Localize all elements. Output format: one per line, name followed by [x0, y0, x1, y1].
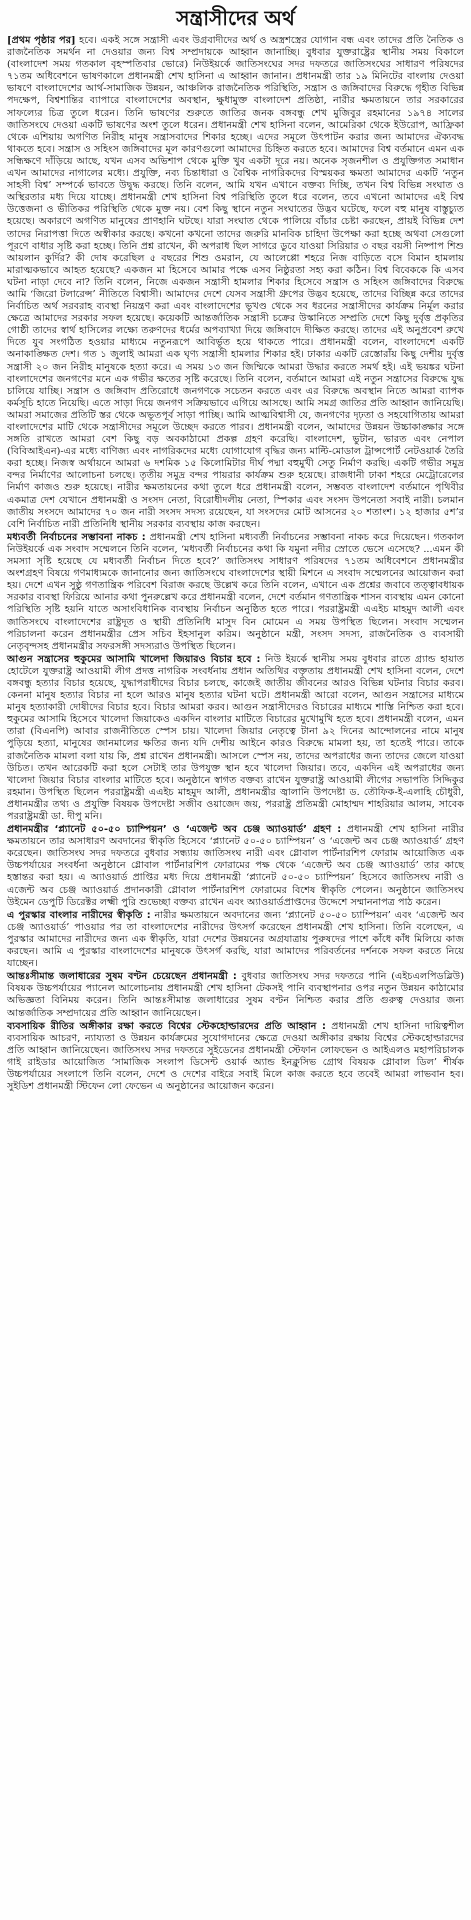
section-heading: মধ্যবর্তী নির্বাচনের সম্ভাবনা নাকচ : [7, 531, 146, 543]
section-text: প্রধানমন্ত্রী শেখ হাসিনা নারীর ক্ষমতায়নে তার অসাধারণ অবদানের স্বীকৃতি হিসেবে ‘প্ল্যানেট ৫০-৫০ চ্যাম্পিয়ন’ ও ‘এজেন্ট অব চেঞ্জ অ্যাওয়ার্ড’ গ্রহণ করেছেন। জাতিসংঘ সদর দফতরে বুধবার সন্ধ্যায় জাতিসংঘ নারী এবং গ্লোবাল পার্টনারশিপ ফোরাম আয়োজিত এক উচ্চপর্যায়ের সংবর্ধনা অনুষ্ঠানে গ্লোবাল পার্টনারশিপ ফোরামের পক্ষ থেকে ‘এজেন্ট অব চেঞ্জ অ্যাওয়ার্ড’ তার কাছে হস্তান্তর করা হয়। এ অ্যাওয়ার্ড প্রাপ্তির মধ্য দিয়ে প্রধানমন্ত্রী ‘প্ল্যানেট ৫০-৫০ চ্যাম্পিয়ন’ হিসেবে জাতিসংঘ নারী ও এজেন্ট অব চেঞ্জ অ্যাওয়ার্ড প্রদানকারী গ্লোবাল পার্টনারশিপ ফোরামের বিশেষ স্বীকৃতি পেলেন। অনুষ্ঠানে জাতিসংঘ উইমেন ডেপুটি ডিরেক্টর লক্ষ্মী পুরি শুভেচ্ছা বক্তব্য রাখেন এবং অ্যাওয়ার্ডপ্রাপ্তদের উদ্দেশে সম্মাননাপত্র পাঠ করেন। [7, 824, 464, 908]
section-text: প্রধানমন্ত্রী শেখ হাসিনা মধ্যবর্তী নির্বাচনের সম্ভাবনা নাকচ করে দিয়েছেন। গতকাল নিউইয়র্কে এক সংবাদ সম্মেলনে তিনি বলেন, ‘মধ্যবর্তী নির্বাচনের কথা কি যমুনা নদীর স্রোতে ভেসে এসেছে? ...এমন কী সমস্যা সৃষ্টি হয়েছে যে মধ্যবর্তী নির্বাচন দিতে হবে?’ জাতিসংঘ সাধারণ পরিষদের ৭১তম অধিবেশনে প্রধানমন্ত্রীর অংশগ্রহণ বিষয়ে গণমাধ্যমকে জানানোর জন্য জাতিসংঘে বাংলাদেশের স্থায়ী মিশনে এ সংবাদ সম্মেলনের আয়োজন করা হয়। দেশে এখন সুষ্ঠু গণতান্ত্রিক পরিবেশ বিরাজ করছে উল্লেখ করে তিনি বলেন, এখানে এক প্রশ্নের জবাবে তত্ত্বাবধায়ক সরকার ব্যবস্থা ফিরিয়ে আনার কথা পুনরুল্লেখ করে প্রধানমন্ত্রী বলেন, দেশে বর্তমান গণতান্ত্রিক শাসন ব্যবস্থায় এমন কোনো পরিস্থিতি সৃষ্টি হয়নি যাতে অসাংবিধানিক ব্যবস্থায় নির্বাচন অনুষ্ঠিত হতে পারে। পররাষ্ট্রমন্ত্রী এএইচ মাহমুদ আলী এবং জাতিসংঘে বাংলাদেশের রাষ্ট্রদূত ও স্থায়ী প্রতিনিধি মাসুদ বিন মোমেন এ সময় উপস্থিত ছিলেন। সংবাদ সম্মেলন পরিচালনা করেন প্রধানমন্ত্রীর প্রেস সচিব ইহসানুল করিম। অনুষ্ঠানে মন্ত্রী, সংসদ সদস্য, রাজনৈতিক ও ব্যবসায়ী নেতৃবৃন্দসহ প্রধানমন্ত্রীর সফরসঙ্গী সদস্যরাও উপস্থিত ছিলেন। [7, 531, 464, 652]
continuation-tag: [প্রথম পৃষ্ঠার পর] [7, 35, 76, 46]
section-heading: প্রধানমন্ত্রীর ‘প্ল্যানেট ৫০-৫০ চ্যাম্পিয়ন’ ও ‘এজেন্ট অব চেঞ্জ অ্যাওয়ার্ড’ গ্রহণ : [7, 824, 342, 836]
section-heading: ব্যবসায়িক রীতির অঙ্গীকার রক্ষা করতে বিশ্বের স্টেকহোল্ডারদের প্রতি আহ্বান : [7, 1020, 326, 1032]
section-paragraph [7, 654, 464, 823]
section-paragraph [7, 910, 464, 970]
intro-text: হবে। একই সঙ্গে সন্ত্রাসী এবং উগ্রবাদীদের অর্থ ও অস্ত্রশস্ত্রের যোগান বন্ধ এবং তাদের প্রতি নৈতিক ও রাজনৈতিক সমর্থন না দেওয়ার জন্য বিশ্ব সম্প্রদায়কে আহ্বান জানাচ্ছি। বুধবার যুক্তরাষ্ট্রের স্থানীয় সময় বিকালে (বাংলাদেশ সময় গতকাল বৃহস্পতিবার ভোরে) নিউইয়র্কে জাতিসংঘের সদর দফতরে জাতিসংঘের সাধারণ পরিষদের ৭১তম অধিবেশনে ভাষণকালে প্রধানমন্ত্রী শেখ হাসিনা এ আহ্বান জানান। প্রধানমন্ত্রী তার ১৯ মিনিটের বাংলায় দেওয়া ভাষণে বাংলাদেশের আর্থ-সামাজিক উন্নয়ন, আঞ্চলিক রাজনৈতিক পরিস্থিতি, সন্ত্রাস ও জঙ্গিবাদের বিরুদ্ধে গৃহীত বিভিন্ন পদক্ষেপ, বিশ্বশান্তির ব্যাপারে বাংলাদেশের অবস্থান, ক্ষুধামুক্ত বাংলাদেশ প্রতিষ্ঠা, নারীর ক্ষমতায়নে তার সরকারের সাফল্যের চিত্র তুলে ধরেন। তিনি ভাষণের শুরুতে জাতির জনক বঙ্গবন্ধু শেখ মুজিবুর রহমানের ১৯৭৪ সালের জাতিসংঘে দেওয়া একটি ভাষণের অংশ তুলে ধরেন। প্রধানমন্ত্রী শেখ হাসিনা বলেন, আমেরিকা থেকে ইউরোপ, আফ্রিকা থেকে এশিয়ায় অগণিত নিরীহ মানুষ সন্ত্রাসবাদের শিকার হচ্ছে। এদের সমূলে উৎপাটন করার জন্য আমাদের ঐক্যবদ্ধ থাকতে হবে। সন্ত্রাস ও সহিংস জঙ্গিবাদের মূল কারণগুলো আমাদের চিহ্নিত করতে হবে। আমাদের বিশ্ব বর্তমানে এমন এক সন্ধিক্ষণে দাঁড়িয়ে আছে, যখন এসব অভিশাপ থেকে মুক্তি খুব একটা দূরে নয়। অনেক সৃজনশীল ও প্রযুক্তিগত সমাধান এখন আমাদের নাগালের মধ্যে। প্রযুক্তি, নব্য চিন্তাধারা ও বৈশ্বিক নাগরিকদের বিস্ময়কর ক্ষমতা আমাদের একটি ‘নতুন সাহসী বিশ্ব’ সম্পর্কে ভাবতে উদ্বুদ্ধ করছে। তিনি বলেন, আমি যখন এখানে বক্তব্য দিচ্ছি, তখন বিশ্ব বিভিন্ন সংঘাত ও অস্থিরতার মধ্য দিয়ে যাচ্ছে। প্রধানমন্ত্রী শেখ হাসিনা বিশ্ব পরিস্থিতি তুলে ধরে বলেন, তবে এখনো আমাদের এই বিশ্ব উত্তেজনা ও ভীতিকর পরিস্থিতি থেকে মুক্ত নয়। বেশ কিছু স্থানে নতুন সংঘাতের উদ্ভব ঘটেছে, ফলে বহু মানুষ বাস্তুচ্যুত হয়েছে। অকারণে অগণিত মানুষের প্রাণহানি ঘটছে। যারা সংঘাত থেকে পালিয়ে বাঁচার চেষ্টা করছেন, প্রায়ই বিভিন্ন দেশ তাদের নিরাপত্তা দিতে অস্বীকার করছে। কখনো কখনো তাদের জরুরি মানবিক চাহিদা উপেক্ষা করা হচ্ছে অথবা সেগুলো পূরণে বাধার সৃষ্টি করা হচ্ছে। তিনি প্রশ্ন রাখেন, কী অপরাধ ছিল সাগরে ডুবে যাওয়া সিরিয়ার ৩ বছর বয়সী নিষ্পাপ শিশু আয়লান কুর্দির? কী দোষ করেছিল ৫ বছরের শিশু ওমরান, যে আলেপ্পো শহরে নিজ বাড়িতে বসে বিমান হামলায় মারাত্মকভাবে আহত হয়েছে? একজন মা হিসেবে আমার পক্ষে এসব নিষ্ঠুরতা সহ্য করা কঠিন। বিশ্ব বিবেককে কি এসব ঘটনা নাড়া দেবে না? তিনি বলেন, নিজে একজন সন্ত্রাসী হামলার শিকার হিসেবে সন্ত্রাস ও সহিংস জঙ্গিবাদের বিরুদ্ধে আমি ‘জিরো টলারেন্স’ নীতিতে বিশ্বাসী। আমাদের দেশে যেসব সন্ত্রাসী গ্রুপের উদ্ভব হয়েছে, তাদের বিচ্ছিন্ন করে তাদের নির্বাচিত অর্থ সরবরাহ ব্যবস্থা নিয়ন্ত্রণ করা এবং বাংলাদেশের ভূখণ্ড থেকে সব ধরনের সন্ত্রাসীদের কার্যক্রম নির্মূল করার ক্ষেত্রে আমাদের সরকার সফল হয়েছে। কয়েকটি আন্তর্জাতিক সন্ত্রাসী চক্রের উস্কানিতে সম্প্রতি দেশে কিছু দুর্বৃত্ত প্রকৃতির গোষ্ঠী তাদের স্বার্থ হাসিলের লক্ষ্যে তরুণদের ধর্মের অপব্যাখ্যা দিয়ে জঙ্গিবাদে দীক্ষিত করছে। তাদের এই অনুপ্রবেশ রুখে দিতে যুব সংগঠিত হওয়ার মাধ্যমে নতুনরূপে আবির্ভূত হয়ে থাকতে পারে। প্রধানমন্ত্রী বলেন, বাংলাদেশে একটি অনাকাঙ্ক্ষিত দেশ। গত ১ জুলাই আমরা এক ঘৃণ্য সন্ত্রাসী হামলার শিকার হই। ঢাকার একটি রেস্তোরাঁয় কিছু দেশীয় দুর্বৃত্ত সন্ত্রাসী ২০ জন নিরীহ মানুষকে হত্যা করে। এ সময় ১৩ জন জিম্মিকে আমরা উদ্ধার করতে সমর্থ হই। এই ভয়ঙ্কর ঘটনা বাংলাদেশের জনগণের মনে এক গভীর ক্ষতের সৃষ্টি করেছে। তিনি বলেন, বর্তমানে আমরা এই নতুন সন্ত্রাসের বিরুদ্ধে যুদ্ধ চালিয়ে যাচ্ছি। সন্ত্রাস ও জঙ্গিবাদ প্রতিরোধে জনগণকে সচেতন করতে এবং এর বিরুদ্ধে অবস্থান নিতে আমরা ব্যাপক কর্মসূচি হাতে নিয়েছি। এতে সাড়া দিয়ে জনগণ সক্রিয়ভাবে এগিয়ে আসছে। আমি সমগ্র জাতির প্রতি আহ্বান জানিয়েছি। আমরা সমাজের প্রতিটি স্তর থেকে অভূতপূর্ব সাড়া পাচ্ছি। আমি আত্মবিশ্বাসী যে, জনগণের দৃঢ়তা ও সহযোগিতায় আমরা বাংলাদেশের মাটি থেকে সন্ত্রাসীদের সমূলে উচ্ছেদ করতে পারব। প্রধানমন্ত্রী বলেন, আমাদের উন্নয়ন উচ্চাকাঙ্ক্ষার সঙ্গে সঙ্গতি রাখতে আমরা বেশ কিছু বড় অবকাঠামো প্রকল্প গ্রহণ করেছি। বাংলাদেশ, ভুটান, ভারত এবং নেপাল (বিবিআইএন)-এর মধ্যে বাণিজ্য এবং নাগরিকদের মধ্যে যোগাযোগ বৃদ্ধির জন্য মাল্টি-মোডাল ট্রান্সপোর্ট নেটওয়ার্ক তৈরি করা হচ্ছে। নিজস্ব অর্থায়নে আমরা ৬ দশমিক ১৫ কিলোমিটার দীর্ঘ পদ্মা বহুমুখী সেতু নির্মাণ করছি। একটি গভীর সমুদ্র বন্দর নির্মাণের আলোচনা চলছে। তৃতীয় সমুদ্র বন্দর পায়রার কার্যক্রম শুরু হয়েছে। রাজধানী ঢাকা শহরে মেট্রোরেলের নির্মাণ কাজও শুরু হয়েছে। নারীর ক্ষমতায়নের কথা তুলে ধরে প্রধানমন্ত্রী বলেন, সম্ভবত বাংলাদেশ বর্তমানে পৃথিবীর একমাত্র দেশ যেখানে প্রধানমন্ত্রী ও সংসদ নেতা, বিরোধীদলীয় নেতা, স্পিকার এবং সংসদ উপনেতা সবাই নারী। চলমান জাতীয় সংসদে আমাদের ৭০ জন নারী সংসদ সদস্য রয়েছেন, যা সংসদের মোট আসনের ২০ শতাংশ। ১২ হাজার ৫শ’র বেশি নির্বাচিত নারী প্রতিনিধি স্থানীয় সরকার ব্যবস্থায় কাজ করছেন। [7, 35, 465, 530]
section-text: বুধবার জাতিসংঘ সদর দফতরে পানি (এইচএলপিডব্লিউ) বিষয়ক উচ্চপর্যায়ের প্যানেল আলোচনায় প্রধানমন্ত্রী শেখ হাসিনা টেকসই পানি ব্যবস্থাপনার ওপর নতুন উন্নয়ন কাঠামোর অভিজ্ঞতা বিনিময় করেন। তিনি আন্তঃসীমান্ত জলাধারের সুষম বণ্টন নিশ্চিত করার প্রতি গুরুত্ব দেওয়ার জন্য আন্তর্জাতিক সম্প্রদায়ের প্রতি আহ্বান জানিয়েছেন। [7, 971, 464, 1019]
section-text: নারীর ক্ষমতায়নে অবদানের জন্য ‘প্ল্যানেট ৫০-৫০ চ্যাম্পিয়ন’ এবং ‘এজেন্ট অব চেঞ্জ অ্যাওয়ার্ড’ পাওয়ার পর তা বাংলাদেশের নারীদের উৎসর্গ করেছেন প্রধানমন্ত্রী শেখ হাসিনা। তিনি বলেছেন, এ পুরস্কার আমাদের নারীদের জন্য এক স্বীকৃতি, যারা দেশের উন্নয়নের অগ্রযাত্রায় পুরুষদের পাশে কাঁধে কাঁধ মিলিয়ে কাজ করছেন। আমি এ পুরস্কার বাংলাদেশের মানুষকে উৎসর্গ করছি, যারা আমাদের পরিবর্তনের দর্শনকে সফল করতে নিয়ে যাচ্ছেন। [7, 909, 464, 970]
article-headline: সন্ত্রাসীদের অর্থ [176, 6, 295, 30]
section-heading: আন্তঃসীমান্ত জলাধারের সুষম বণ্টন চেয়েছেন প্রধানমন্ত্রী : [7, 971, 237, 983]
section-paragraph [7, 971, 464, 1019]
section-paragraph [7, 1021, 464, 1094]
section-paragraph [7, 824, 464, 909]
section-text: নিউ ইয়র্কে স্থানীয় সময় বুধবার রাতে গ্র্যান্ড হায়াত হোটেলে যুক্তরাষ্ট্র আওয়ামী লীগ প্রদত্ত নাগরিক সংবর্ধনায় প্রধান অতিথির বক্তৃতায় প্রধানমন্ত্রী শেখ হাসিনা বলেন, দেশে বঙ্গবন্ধু হত্যার বিচার হয়েছে, যুদ্ধাপরাধীদের বিচার চলছে, কাজেই জাতীয় জীবনের আরও বিভিন্ন ঘটনার বিচার করব। কেননা মানুষ হত্যার বিচার না হলে আরও মানুষ হত্যার ঘটনা ঘটে। প্রধানমন্ত্রী আরো বলেন, আগুন সন্ত্রাসের মাধ্যমে মানুষ হত্যাকারী দোষীদের বিচার হবে। বিচার আমরা করব। আগুন সন্ত্রাসীদেরও বিচারের মাধ্যমে শাস্তি নিশ্চিত করা হবে। হুকুমের আসামি হিসেবে খালেদা জিয়াকেও একদিন বাংলার মাটিতে বিচারের মুখোমুখি হতে হবে। প্রধানমন্ত্রী বলেন, এমন তারা (বিএনপি) আবার রাজনীতিতে স্পেস চায়। খালেদা জিয়ার নেতৃত্বে টানা ৯২ দিনের আন্দোলনের নামে মানুষ পুড়িয়ে হত্যা, মানুষের জানমালের ক্ষতির জন্য যদি দেশীয় আইনে কারও বিরুদ্ধে মামলা হয়, তা হতেই পারে। তাকে রাজনৈতিক মামলা বলা যায় কি, প্রশ্ন রাখেন প্রধানমন্ত্রী। আসলে স্পেস নয়, তাদের অপরাধের জন্য তাদের জেলে যাওয়া উচিত। তখন আরেকটি করা হলে সেটাই তার উপযুক্ত স্থান হবে খালেদা জিয়ার। তবে, একদিন এই অপরাধের জন্য খালেদা জিয়ার বিচার বাংলার মাটিতে হবে। অনুষ্ঠানে স্বাগত বক্তব্য রাখেন যুক্তরাষ্ট্র আওয়ামী লীগের সভাপতি সিদ্দিকুর রহমান। উপস্থিত ছিলেন পররাষ্ট্রমন্ত্রী এএইচ মাহমুদ আলী, প্রধানমন্ত্রীর জ্বালানি উপদেষ্টা ড. তৌফিক-ই-এলাহি চৌধুরী, প্রধানমন্ত্রীর তথ্য ও প্রযুক্তি বিষয়ক উপদেষ্টা সজীব ওয়াজেদ জয়, পররাষ্ট্র প্রতিমন্ত্রী মোহাম্মদ শাহরিয়ার আলম, সাবেক পররাষ্ট্রমন্ত্রী ডা. দীপু মনি। [7, 653, 464, 822]
section-paragraph [7, 532, 464, 653]
section-heading: আগুন সন্ত্রাসের হুকুমের আসামি খালেদা জিয়ারও বিচার হবে : [7, 653, 261, 665]
section-text: প্রধানমন্ত্রী শেখ হাসিনা দায়িত্বশীল ব্যবসায়িক আচরণ, ন্যায্যতা ও উন্নয়ন কার্যক্রমের সুযোগদানের ক্ষেত্রে দেওয়া অঙ্গীকার রক্ষায় বিশ্বের স্টেকহোল্ডারদের প্রতি আহ্বান জানিয়েছেন। জাতিসংঘ সদর দফতরে সুইডেনের প্রধানমন্ত্রী স্টেফান লোফভেন ও আইএলও মহাপরিচালক গাই রাইডার আয়োজিত ‘সামাজিক সংলাপ ডিসেন্ট ওয়ার্ক অ্যান্ড ইনক্লুসিভ গ্রোথ বিষয়ক গ্লোবাল ডিল’ শীর্ষক উচ্চপর্যায়ের সংলাপে তিনি বলেন, দেশে ও দেশের বাইরে সবাই মিলে কাজ করতে হবে তবেই আমরা লাভবান হব। সুইডিশ প্রধানমন্ত্রী স্টিফেন লো ফেভেন এ অনুষ্ঠানের আয়োজন করেন। [7, 1020, 465, 1093]
intro-paragraph [7, 35, 464, 531]
section-heading: এ পুরস্কার বাংলার নারীদের স্বীকৃতি : [7, 909, 151, 921]
